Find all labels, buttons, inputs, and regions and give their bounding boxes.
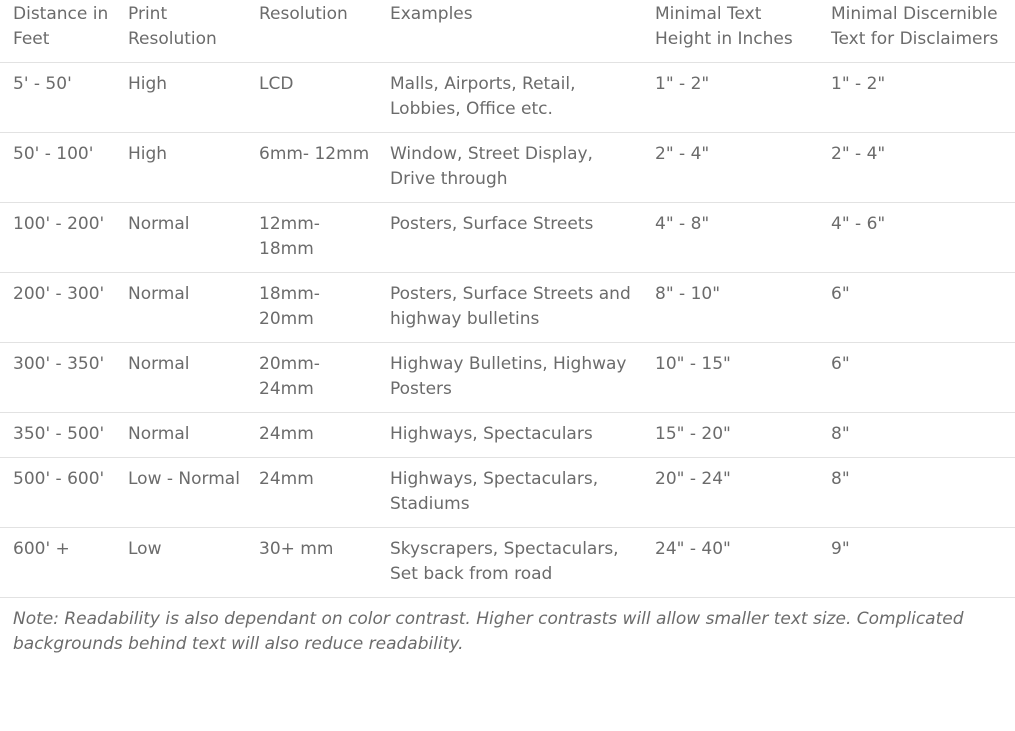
cell-resolution: 24mm xyxy=(246,413,377,458)
cell-min-text-height: 24" - 40" xyxy=(642,528,818,598)
cell-min-disclaimer-text: 8" xyxy=(818,458,1015,528)
table-row xyxy=(0,413,1015,458)
cell-examples: Malls, Airports, Retail, Lobbies, Office etc. xyxy=(377,63,642,133)
header-min-disclaimer-text: Minimal Discernible Text for Disclaimers xyxy=(818,0,1015,63)
cell-print-resolution: Low - Normal xyxy=(115,458,246,528)
cell-distance: 500' - 600' xyxy=(0,458,115,528)
readability-note: Note: Readability is also dependant on color contrast. Higher contrasts will allow smaller text size. Complicated backgrounds behind text will also reduce readability. xyxy=(13,609,964,654)
cell-distance: 100' - 200' xyxy=(0,203,115,273)
table-row xyxy=(0,273,1015,343)
table-row xyxy=(0,458,1015,528)
header-examples: Examples xyxy=(377,0,642,63)
header-distance: Distance in Feet xyxy=(0,0,115,63)
cell-min-text-height: 20" - 24" xyxy=(642,458,818,528)
cell-min-text-height: 15" - 20" xyxy=(642,413,818,458)
header-print-resolution: Print Resolution xyxy=(115,0,246,63)
table-row xyxy=(0,343,1015,413)
cell-resolution: 18mm- 20mm xyxy=(246,273,377,343)
cell-examples: Posters, Surface Streets and highway bulletins xyxy=(377,273,642,343)
cell-resolution: 30+ mm xyxy=(246,528,377,598)
cell-min-text-height: 8" - 10" xyxy=(642,273,818,343)
cell-distance: 50' - 100' xyxy=(0,133,115,203)
cell-min-text-height: 4" - 8" xyxy=(642,203,818,273)
cell-resolution: LCD xyxy=(246,63,377,133)
table-row xyxy=(0,528,1015,598)
table-row xyxy=(0,133,1015,203)
cell-examples: Posters, Surface Streets xyxy=(377,203,642,273)
cell-print-resolution: Normal xyxy=(115,413,246,458)
cell-min-disclaimer-text: 1" - 2" xyxy=(818,63,1015,133)
cell-distance: 300' - 350' xyxy=(0,343,115,413)
header-resolution: Resolution xyxy=(246,0,377,63)
cell-min-disclaimer-text: 8" xyxy=(818,413,1015,458)
cell-resolution: 6mm- 12mm xyxy=(246,133,377,203)
cell-print-resolution: Low xyxy=(115,528,246,598)
cell-min-disclaimer-text: 2" - 4" xyxy=(818,133,1015,203)
table-header xyxy=(0,0,1015,63)
cell-examples: Highways, Spectaculars, Stadiums xyxy=(377,458,642,528)
cell-distance: 600' + xyxy=(0,528,115,598)
cell-print-resolution: Normal xyxy=(115,273,246,343)
table-row xyxy=(0,203,1015,273)
cell-min-disclaimer-text: 6" xyxy=(818,273,1015,343)
cell-examples: Highways, Spectaculars xyxy=(377,413,642,458)
cell-min-text-height: 2" - 4" xyxy=(642,133,818,203)
cell-min-disclaimer-text: 9" xyxy=(818,528,1015,598)
cell-print-resolution: Normal xyxy=(115,203,246,273)
header-min-text-height: Minimal Text Height in Inches xyxy=(642,0,818,63)
header-row xyxy=(0,0,1015,63)
cell-print-resolution: High xyxy=(115,133,246,203)
cell-min-disclaimer-text: 4" - 6" xyxy=(818,203,1015,273)
table-body xyxy=(0,63,1015,598)
cell-min-text-height: 10" - 15" xyxy=(642,343,818,413)
cell-resolution: 12mm- 18mm xyxy=(246,203,377,273)
cell-examples: Highway Bulletins, Highway Posters xyxy=(377,343,642,413)
cell-print-resolution: High xyxy=(115,63,246,133)
cell-resolution: 20mm- 24mm xyxy=(246,343,377,413)
cell-resolution: 24mm xyxy=(246,458,377,528)
cell-examples: Skyscrapers, Spectaculars, Set back from road xyxy=(377,528,642,598)
cell-min-disclaimer-text: 6" xyxy=(818,343,1015,413)
cell-examples: Window, Street Display, Drive through xyxy=(377,133,642,203)
cell-distance: 350' - 500' xyxy=(0,413,115,458)
cell-min-text-height: 1" - 2" xyxy=(642,63,818,133)
cell-print-resolution: Normal xyxy=(115,343,246,413)
table-row xyxy=(0,63,1015,133)
cell-distance: 200' - 300' xyxy=(0,273,115,343)
cell-distance: 5' - 50' xyxy=(0,63,115,133)
